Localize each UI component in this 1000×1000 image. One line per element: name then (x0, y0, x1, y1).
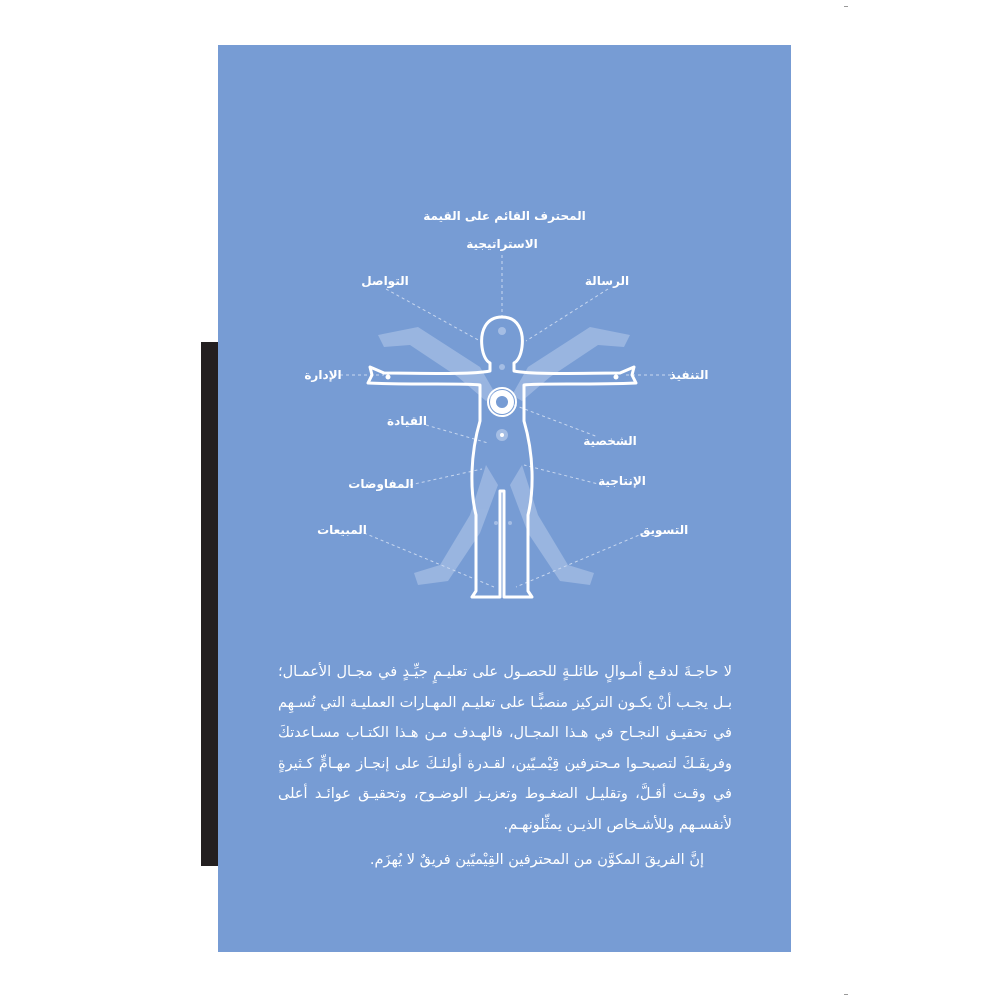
label-message: الرسالة (584, 274, 630, 288)
crop-mark-bottom-right (844, 994, 848, 995)
closing-statement: إنَّ الفريقَ المكوَّن من المحترفين القِيْميّين فريقٌ لا يُهزَم. (369, 852, 704, 868)
book-cover (218, 45, 791, 952)
label-personality: الشخصية (583, 434, 637, 448)
label-sales: المبيعات (317, 523, 367, 537)
cover-title: المحترف القائم على القيمة (423, 209, 586, 223)
label-marketing: التسويق (639, 523, 689, 537)
label-negotiations: المفاوضات (348, 477, 414, 491)
label-productivity: الإنتاجية (598, 474, 646, 488)
body-paragraph: لا حاجـةَ لدفـع أمـوالٍ طائلـةٍ للحصـول على تعليـمٍ جيِّـدٍ في مجـال الأعمـال؛ بـل يجـب أنْ يكـون التركيز منصبًّـا على تعليـم المهـارات العمليـة التي تُسـهِم في تحقيـق النجـاح في هـذا المجـال، فالهـدف مـن هـذا الكتـاب مسـاعدتكَ وفريقَـكَ لتصبحـوا مـحترفين قِيْمـيّين، لقـدرة أولئـكَ على إنجـاز مهـامٍّ كـثيرةٍ في وقـت أقـلَّ، وتقليـل الضغـوط وتعزيـز الوضـوح، وتحقيـق عوائـد أعلى لأنفسـهم وللأشـخاص الذيـن يمثِّلونهـم. (278, 664, 732, 833)
crop-mark-top-right (844, 6, 848, 7)
label-communication: التواصل (361, 274, 409, 288)
label-leadership: القيادة (387, 414, 427, 428)
label-execution: التنفيذ (669, 368, 709, 382)
label-management: الإدارة (304, 368, 342, 382)
label-strategy: الاستراتيجية (466, 237, 538, 251)
